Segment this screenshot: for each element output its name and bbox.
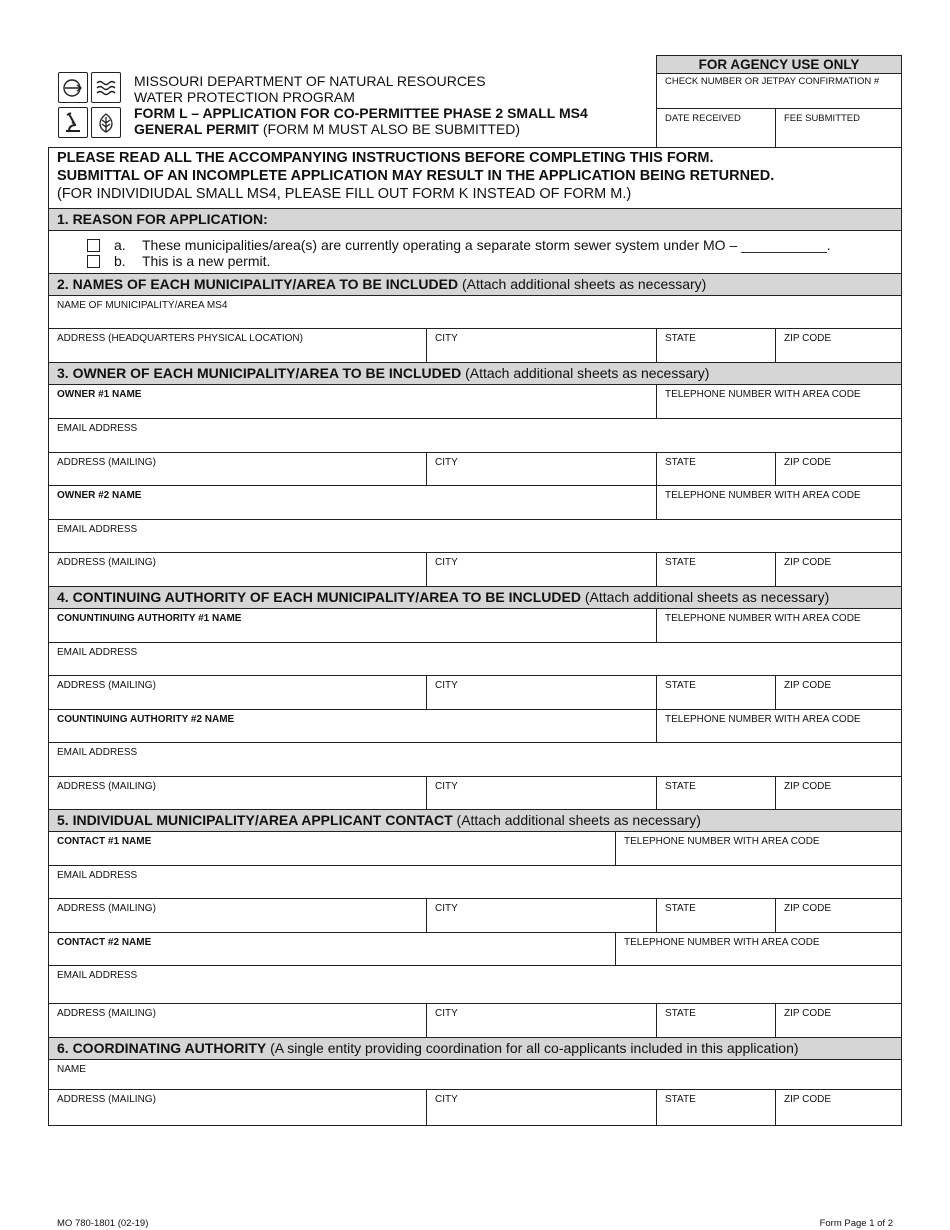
application-form xyxy=(48,147,902,1126)
hq-zip-field[interactable]: ZIP CODE xyxy=(784,333,832,344)
option-b-checkbox[interactable] xyxy=(87,255,100,268)
owner1-city-field[interactable]: CITY xyxy=(427,453,657,485)
option-a-checkbox[interactable] xyxy=(87,239,100,252)
ca2-telephone-field[interactable]: TELEPHONE NUMBER WITH AREA CODE xyxy=(665,714,861,725)
form-title-line2 xyxy=(134,121,654,137)
ca1-email-field[interactable]: EMAIL ADDRESS xyxy=(57,647,138,658)
page-number: Form Page 1 of 2 xyxy=(819,1218,893,1229)
instructions-line2: SUBMITTAL OF AN INCOMPLETE APPLICATION MAY RESULT IN THE APPLICATION BEING RETURNED. xyxy=(57,168,775,184)
ca1-state-field[interactable]: STATE xyxy=(657,676,776,709)
option-a-text: These municipalities/area(s) are currently operating a separate storm sewer system under MO – ___________. xyxy=(142,237,831,253)
section-5-title: 5. INDIVIDUAL MUNICIPALITY/AREA APPLICANT CONTACT xyxy=(57,812,453,828)
section-6-header xyxy=(49,1038,901,1060)
section-4-title: 4. CONTINUING AUTHORITY OF EACH MUNICIPALITY/AREA TO BE INCLUDED xyxy=(57,589,581,605)
section-1-header xyxy=(49,209,901,231)
section-6-title: 6. COORDINATING AUTHORITY xyxy=(57,1040,267,1056)
microscope-icon xyxy=(58,107,88,138)
owner2-email-field[interactable]: EMAIL ADDRESS xyxy=(57,524,138,535)
option-b xyxy=(87,253,270,269)
ca1-telephone-field[interactable]: TELEPHONE NUMBER WITH AREA CODE xyxy=(665,613,861,624)
section-3-note: (Attach additional sheets as necessary) xyxy=(461,365,710,381)
section-3-header xyxy=(49,363,901,385)
ca1-name-field[interactable]: CONUNTINUING AUTHORITY #1 NAME xyxy=(49,609,657,642)
coordinating-state-field[interactable]: STATE xyxy=(657,1090,776,1125)
contact2-city-field[interactable]: CITY xyxy=(427,1004,657,1037)
form-number: MO 780-1801 (02-19) xyxy=(57,1218,149,1229)
hq-address-field[interactable]: ADDRESS (HEADQUARTERS PHYSICAL LOCATION) xyxy=(49,329,427,362)
contact1-name-field[interactable]: CONTACT #1 NAME xyxy=(49,832,616,865)
contact2-state-field[interactable]: STATE xyxy=(657,1004,776,1037)
contact1-state-field[interactable]: STATE xyxy=(657,899,776,932)
dnr-logo xyxy=(58,72,122,138)
owner1-telephone-field[interactable]: TELEPHONE NUMBER WITH AREA CODE xyxy=(665,389,861,400)
section-2-note: (Attach additional sheets as necessary) xyxy=(458,276,707,292)
coordinating-city-field[interactable]: CITY xyxy=(427,1090,657,1125)
owner2-zip-field[interactable]: ZIP CODE xyxy=(784,557,832,568)
form-header xyxy=(134,73,654,137)
compass-icon xyxy=(58,72,88,103)
owner2-telephone-field[interactable]: TELEPHONE NUMBER WITH AREA CODE xyxy=(665,490,861,501)
owner2-name-field[interactable]: OWNER #2 NAME xyxy=(49,486,657,519)
section-2-title: 2. NAMES OF EACH MUNICIPALITY/AREA TO BE INCLUDED xyxy=(57,276,459,292)
municipality-name-field[interactable]: NAME OF MUNICIPALITY/AREA MS4 xyxy=(57,300,228,311)
coordinating-zip-field[interactable]: ZIP CODE xyxy=(784,1094,832,1105)
ca1-address-field[interactable]: ADDRESS (MAILING) xyxy=(49,676,427,709)
owner1-zip-field[interactable]: ZIP CODE xyxy=(784,457,832,468)
ca2-zip-field[interactable]: ZIP CODE xyxy=(784,781,832,792)
form-title-line1: FORM L – APPLICATION FOR CO-PERMITTEE PHASE 2 SMALL MS4 xyxy=(134,105,588,121)
coordinating-address-field[interactable]: ADDRESS (MAILING) xyxy=(49,1090,427,1125)
form-title-permit: GENERAL PERMIT xyxy=(134,121,259,137)
owner2-state-field[interactable]: STATE xyxy=(657,553,776,586)
contact1-zip-field[interactable]: ZIP CODE xyxy=(784,903,832,914)
ca2-address-field[interactable]: ADDRESS (MAILING) xyxy=(49,777,427,809)
reason-options xyxy=(49,231,901,274)
owner1-email-field[interactable]: EMAIL ADDRESS xyxy=(57,423,138,434)
ca2-state-field[interactable]: STATE xyxy=(657,777,776,809)
coordinating-name-field[interactable]: NAME xyxy=(57,1064,86,1075)
section-3-title: 3. OWNER OF EACH MUNICIPALITY/AREA TO BE INCLUDED xyxy=(57,365,462,381)
instructions-line3: (FOR INDIVIDIUDAL SMALL MS4, PLEASE FILL OUT FORM K INSTEAD OF FORM M.) xyxy=(57,186,632,202)
section-4-header xyxy=(49,587,901,609)
owner1-state-field[interactable]: STATE xyxy=(657,453,776,485)
ca2-name-field[interactable]: COUNTINUING AUTHORITY #2 NAME xyxy=(49,710,657,742)
date-received-field[interactable]: DATE RECEIVED xyxy=(657,109,776,147)
contact1-city-field[interactable]: CITY xyxy=(427,899,657,932)
option-a xyxy=(87,237,831,253)
option-b-letter: b. xyxy=(114,253,126,269)
contact1-address-field[interactable]: ADDRESS (MAILING) xyxy=(49,899,427,932)
program-name: WATER PROTECTION PROGRAM xyxy=(134,89,355,105)
water-waves-icon xyxy=(91,72,121,103)
owner2-city-field[interactable]: CITY xyxy=(427,553,657,586)
section-2-header xyxy=(49,274,901,296)
ca1-city-field[interactable]: CITY xyxy=(427,676,657,709)
instructions-line1: PLEASE READ ALL THE ACCOMPANYING INSTRUCTIONS BEFORE COMPLETING THIS FORM. xyxy=(57,150,714,166)
contact2-telephone-field[interactable]: TELEPHONE NUMBER WITH AREA CODE xyxy=(624,937,820,948)
hq-city-field[interactable]: CITY xyxy=(427,329,657,362)
section-5-note: (Attach additional sheets as necessary) xyxy=(452,812,701,828)
contact1-email-field[interactable]: EMAIL ADDRESS xyxy=(57,870,138,881)
ca2-email-field[interactable]: EMAIL ADDRESS xyxy=(57,747,138,758)
leaf-icon xyxy=(91,107,121,138)
agency-use-box xyxy=(656,55,902,147)
section-5-header xyxy=(49,810,901,832)
section-1-title: 1. REASON FOR APPLICATION: xyxy=(57,211,268,227)
ca1-zip-field[interactable]: ZIP CODE xyxy=(784,680,832,691)
agency-use-title: FOR AGENCY USE ONLY xyxy=(657,56,901,74)
agency-name: MISSOURI DEPARTMENT OF NATURAL RESOURCES xyxy=(134,73,486,89)
hq-state-field[interactable]: STATE xyxy=(657,329,776,362)
owner1-name-field[interactable]: OWNER #1 NAME xyxy=(49,385,657,418)
contact2-zip-field[interactable]: ZIP CODE xyxy=(784,1008,832,1019)
form-title-note: (FORM M MUST ALSO BE SUBMITTED) xyxy=(258,121,521,137)
contact2-email-field[interactable]: EMAIL ADDRESS xyxy=(57,970,138,981)
contact2-name-field[interactable]: CONTACT #2 NAME xyxy=(49,933,616,965)
section-6-note: (A single entity providing coordination for all co-applicants included in this application) xyxy=(266,1040,799,1056)
contact2-address-field[interactable]: ADDRESS (MAILING) xyxy=(49,1004,427,1037)
section-4-note: (Attach additional sheets as necessary) xyxy=(580,589,830,605)
option-a-letter: a. xyxy=(114,237,126,253)
form-title xyxy=(134,105,654,121)
contact1-telephone-field[interactable]: TELEPHONE NUMBER WITH AREA CODE xyxy=(624,836,820,847)
owner1-address-field[interactable]: ADDRESS (MAILING) xyxy=(49,453,427,485)
owner2-address-field[interactable]: ADDRESS (MAILING) xyxy=(49,553,427,586)
ca2-city-field[interactable]: CITY xyxy=(427,777,657,809)
instructions xyxy=(49,148,901,209)
fee-submitted-field[interactable]: FEE SUBMITTED xyxy=(784,113,861,124)
check-number-field[interactable]: CHECK NUMBER OR JETPAY CONFIRMATION # xyxy=(657,74,901,109)
option-b-text: This is a new permit. xyxy=(142,253,271,269)
